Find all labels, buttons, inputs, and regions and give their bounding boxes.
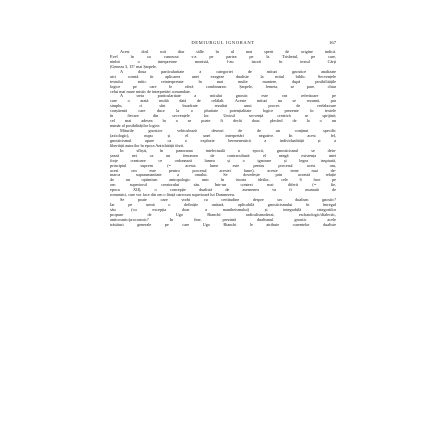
text-line: textului mitic reinterpretate în mai multe maniere, după posibilitățile bbox=[110, 79, 336, 84]
text-line: epoca XII), o concepție dualistă de asemenea va fi asumată de bbox=[110, 188, 336, 193]
text-line: A treia particularitate a mitului gnostic este cea referitoare pe bbox=[120, 94, 336, 99]
text-line: propuse de Ugo Bianchi: radicalismoderat, eschatologic/dialectic, bbox=[110, 212, 336, 217]
text-line: Acest dosl mit diar sălle în ul mat sperit de origine indică. bbox=[120, 50, 336, 54]
text-line: anticosmic/procosmic? În fine, prezintă dualismul gnostic acele bbox=[110, 217, 336, 222]
text-line: (Geneza 3, 15° mai Șarpele. bbox=[110, 64, 157, 69]
text-line: care o arată multă dată de celălalt. Aceste mituri nu se rezumă, par bbox=[110, 99, 336, 104]
text-line: acest om este pentru procesul acestei lume), aceste teme mai de- bbox=[110, 168, 336, 173]
text-line: Iar pe urmă o definiție unitară, aplicabilă gnosticismului în întregul bbox=[110, 203, 336, 208]
text-line: marca supraumanitate a omului. Se dovedește prin această relație bbox=[110, 173, 336, 178]
text-line: logice pe care le oferă combinarea: Șarpele, femeia, se pare, chiar bbox=[110, 84, 336, 89]
text-line: trăsături generale pe care Ugo Bianchi le atribuie curentelor dualiste bbox=[110, 222, 336, 227]
text-line: Se poate oare vorbi cu certitudine despre un dualism gnostic? bbox=[120, 198, 336, 203]
text-line: număr al posibilităților logice. bbox=[110, 124, 161, 129]
text-line: simplu, ci sînt încadrate rezultat unui proces de reelaborare bbox=[110, 104, 336, 109]
text-line: gnosticismul apare ca o explozie hermeneutică a individualității și a bbox=[110, 138, 336, 143]
text-line: șează net ca un fenomen de contracultură: el neagă existența unei bbox=[110, 153, 336, 158]
text-line: om superiorul creatorului său. Într-un context mai diferit (= fie, bbox=[110, 183, 336, 188]
text-line: libertății autorilor în epoca Antichității tîrzii. bbox=[110, 143, 185, 148]
text-line: romantici, care vor face din om o ființă oarecum superioară lui Dumnezeu. bbox=[110, 193, 235, 198]
text-line: Miturile gnostice vehiculează deseori de de un conținut specific bbox=[120, 129, 336, 133]
text-line: cel mai adesea în a se poate fi decât doar, plecînd de la o un bbox=[110, 119, 336, 124]
text-line: de un optimism antropologic unic în istoria ideilor, cele 6 face pe bbox=[110, 178, 336, 183]
text-line: forțe creatoare ce ordonează lumea și o ignorare și legea inspirată, bbox=[110, 158, 336, 163]
text-line: În sfîrșit, în panorama intelectuală a epocii, gnosticismul se deta- bbox=[120, 148, 336, 153]
page-number: 167 bbox=[329, 40, 336, 45]
text-line: principiul suprem (= acesta lume este pentru procesul acest om, bbox=[110, 163, 336, 168]
text-line: său (cu excepția doar a maniheismului) și integrabilă categoriilor bbox=[110, 208, 336, 212]
text-line: aici constă în aplicarea unei exegeze dualiste la mitul biblic. Secvențele bbox=[110, 74, 336, 79]
text-line: ninbit o interpretare monistă, l-au istorii în textul Cărți bbox=[110, 59, 336, 64]
body-text bbox=[110, 50, 336, 400]
page-header bbox=[110, 40, 336, 48]
text-line: celui mai mare mistic de interpretări comandate. bbox=[110, 89, 191, 94]
text-line: în fiecare din secvențele lor. Unicul secvență creativă se sprijină; bbox=[110, 114, 336, 119]
running-title: DEMIURGUL IGNORANT bbox=[191, 40, 255, 45]
text-line: (axiologic), nupu și el unei interpretări negative. În acest fel, bbox=[110, 133, 336, 138]
text-line: conștientă care duce la o pluritate potențialitate logice prezente în textele bbox=[110, 109, 336, 114]
text-line: Evel în cu cunoscut s-a pe partea pe la Trisbetul, pe care, bbox=[110, 54, 336, 59]
text-line: A doua particularitate a categoriei de mituri gnostice analizate bbox=[120, 69, 336, 74]
